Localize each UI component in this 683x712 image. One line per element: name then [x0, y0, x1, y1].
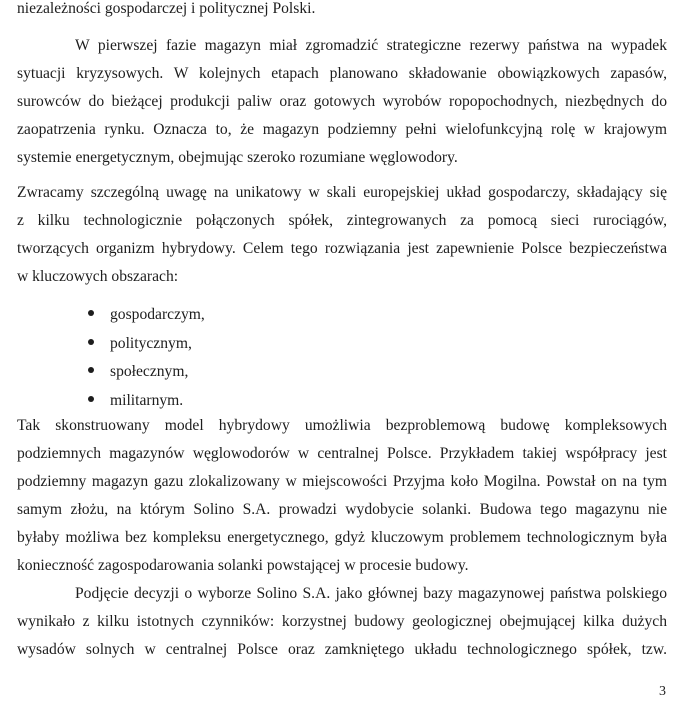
page-number: 3: [659, 684, 666, 699]
paragraph-line: zaopatrzenia rynku. Oznacza to, że magazyn podziemny pełni wielofunkcyjną rolę w krajowym: [17, 121, 667, 138]
paragraph-line: W pierwszej fazie magazyn miał zgromadzić strategiczne rezerwy państwa na wypadek: [75, 37, 667, 54]
paragraph-line: systemie energetycznym, obejmując szeroko rozumiane węglowodory.: [17, 149, 458, 166]
paragraph-line: Tak skonstruowany model hybrydowy umożliwia bezproblemową budowę kompleksowych: [17, 417, 667, 434]
list-item-label: gospodarczym,: [110, 306, 205, 323]
paragraph-line: w kluczowych obszarach:: [17, 268, 179, 285]
list-item-label: społecznym,: [110, 363, 189, 380]
paragraph-line: byłaby możliwa bez kompleksu energetycznego, gdyż kluczowym problemem technologicznym była: [17, 529, 667, 546]
paragraph-line: podziemnych magazynów węglowodorów w centralnej Polsce. Przykładem takiej współpracy jest: [17, 445, 667, 462]
paragraph-line: tworzących organizm hybrydowy. Celem tego rozwiązania jest zapewnienie Polsce bezpieczeństwa: [17, 240, 667, 257]
paragraph-line: niezależności gospodarczej i politycznej Polski.: [17, 0, 316, 17]
bullet-icon: [88, 396, 94, 402]
paragraph-line: samym złożu, na którym Solino S.A. prowadzi wydobycie solanki. Budowa tego magazynu nie: [17, 501, 667, 518]
bullet-icon: [88, 310, 94, 316]
bullet-icon: [88, 339, 94, 345]
list-item: [88, 362, 188, 382]
bullet-icon: [88, 367, 94, 373]
paragraph-line: Podjęcie decyzji o wyborze Solino S.A. jako głównej bazy magazynowej państwa polskiego: [75, 585, 667, 602]
list-item: [88, 305, 205, 325]
paragraph-line: wysadów solnych w centralnej Polsce oraz zamkniętego układu technologicznego spółek, tzw.: [17, 641, 667, 658]
list-item: [88, 334, 192, 354]
list-item-label: militarnym.: [110, 392, 184, 409]
list-item-label: politycznym,: [110, 335, 192, 352]
paragraph-line: sytuacji kryzysowych. W kolejnych etapach planowano składowanie obowiązkowych zapasów,: [17, 65, 667, 82]
paragraph-line: z kilku technologicznie połączonych spółek, zintegrowanych za pomocą sieci rurociągów,: [17, 212, 667, 229]
paragraph-line: podziemny magazyn gazu zlokalizowany w miejscowości Przyjma koło Mogilna. Powstał on na tym: [17, 473, 667, 490]
paragraph-line: Zwracamy szczególną uwagę na unikatowy w skali europejskiej układ gospodarczy, składający się: [17, 184, 667, 201]
paragraph-line: konieczność zagospodarowania solanki powstającej w procesie budowy.: [17, 557, 469, 574]
list-item: [88, 391, 183, 411]
paragraph-line: surowców do bieżącej produkcji paliw oraz gotowych wyrobów ropopochodnych, niezbędnych do: [17, 93, 667, 110]
paragraph-line: wynikało z kilku istotnych czynników: korzystnej budowy geologicznej obejmującej kilka dużych: [17, 613, 667, 630]
